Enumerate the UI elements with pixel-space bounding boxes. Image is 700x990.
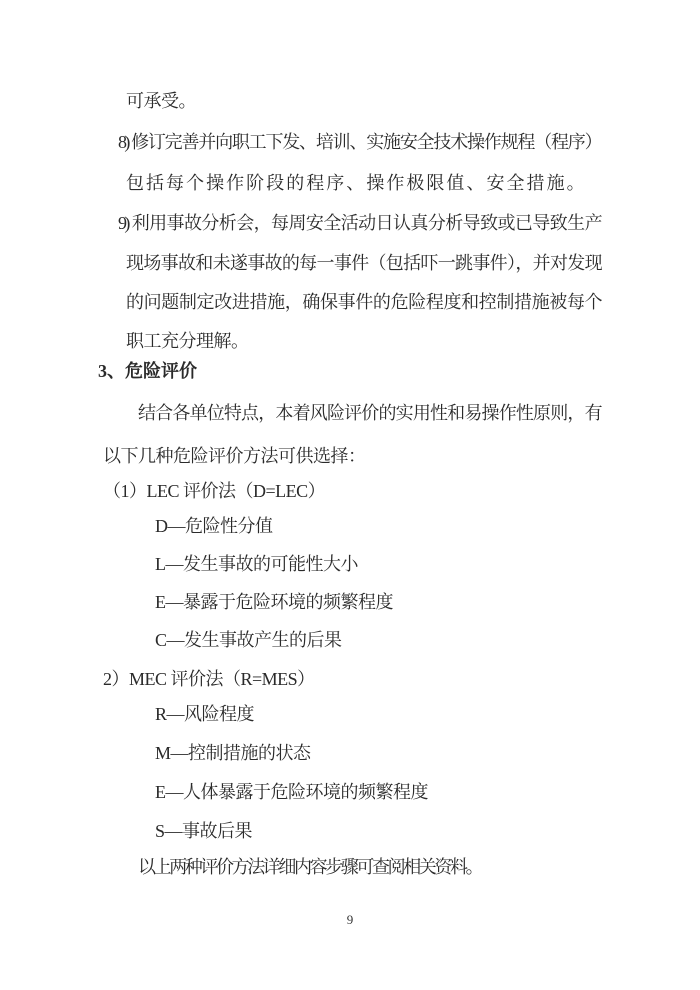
lec-method-title: （1）LEC 评价法（D=LEC） — [103, 481, 326, 501]
list-item-9-line-1: 9) 利用事故分析会，每周安全活动日认真分析导致或已导致生产 — [118, 213, 600, 233]
mec-method-title: 2）MEC 评价法（R=MES） — [103, 669, 315, 689]
list-item-9-line-2: 现场事故和未遂事故的每一事件（包括吓一跳事件），并对发现 — [126, 253, 600, 273]
page-number: 9 — [346, 912, 354, 927]
lec-def-d: D—危险性分值 — [155, 516, 273, 536]
intro-paragraph-line-1: 结合各单位特点，本着风险评价的实用性和易操作性原则，有 — [138, 403, 600, 423]
intro-paragraph-line-2: 以下几种危险评价方法可供选择： — [103, 446, 366, 466]
lec-def-c: C—发生事故产生的后果 — [155, 630, 342, 650]
lec-def-e: E—暴露于危险环境的频繁程度 — [155, 592, 393, 612]
lec-def-l: L—发生事故的可能性大小 — [155, 554, 358, 574]
closing-note: 以上两种评价方法详细内容步骤可查阅相关资料。 — [138, 857, 482, 877]
mec-def-m: M—控制措施的状态 — [155, 743, 311, 763]
list-item-8-line-2: 包括每个操作阶段的程序、操作极限值、安全措施。 — [126, 173, 582, 193]
mec-def-e: E—人体暴露于危险环境的频繁程度 — [155, 782, 428, 802]
section-heading-3: 3、危险评价 — [98, 361, 197, 381]
list-item-9-line-4: 职工充分理解。 — [126, 331, 249, 351]
mec-def-r: R—风险程度 — [155, 704, 255, 724]
list-item-9-line-3: 的问题制定改进措施，确保事件的危险程度和控制措施被每个 — [126, 292, 600, 312]
list-item-8-line-1: 8) 修订完善并向职工下发、培训、实施安全技术操作规程（程序） — [118, 132, 600, 152]
mec-def-s: S—事故后果 — [155, 821, 253, 841]
para-tail-line: 可承受。 — [126, 91, 196, 111]
